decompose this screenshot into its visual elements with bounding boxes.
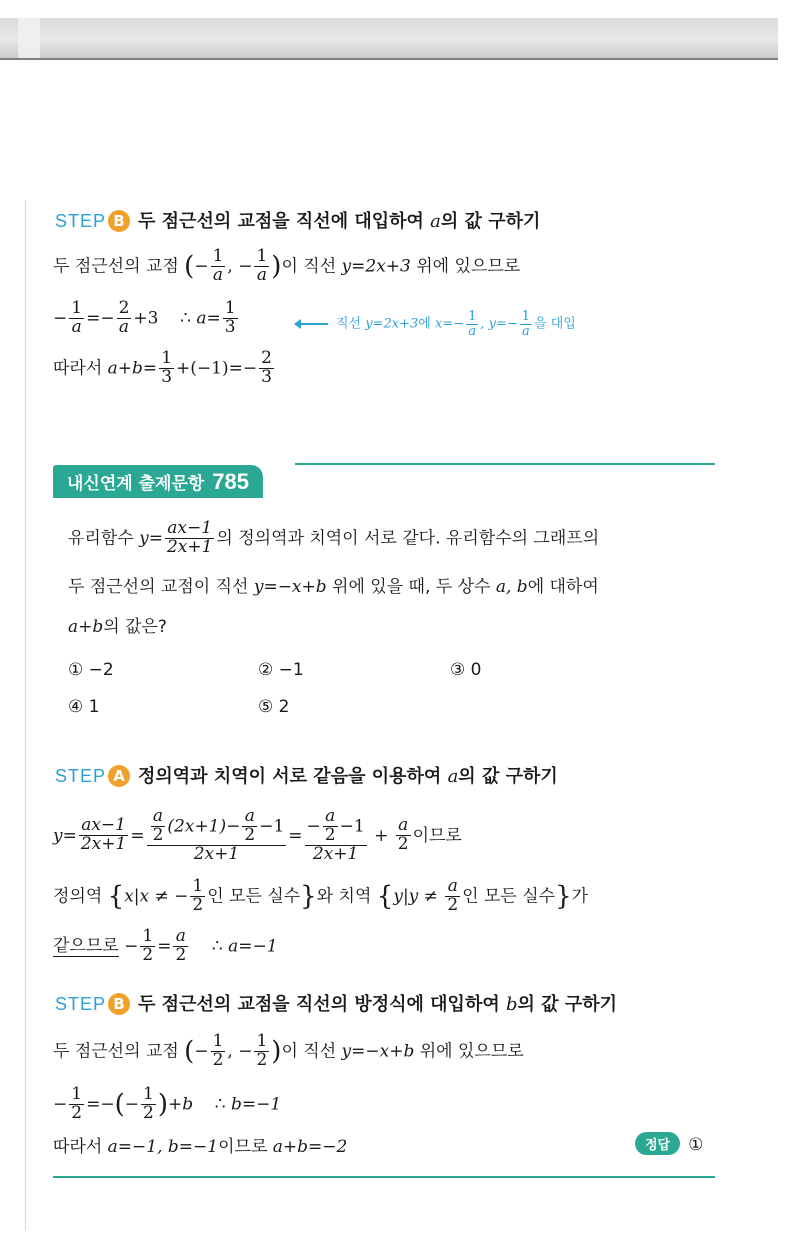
answer-badge: 정답 <box>635 1132 680 1155</box>
sA-line1: y= $\frac{ax-1}{2x+1}$ = $\frac{a}{2}$ (2x+1)− $\frac{a}{2}$ −1 2x+1 = − $\frac{a}{2}$ −1 2x+1 + $\frac{a}{2}$ 이므로 <box>53 806 462 864</box>
s1-line2: − $\frac{1}{a}$ =− $\frac{2}{a}$ +3 ∴ a= $\frac{1}{3}$ <box>53 298 236 337</box>
step-b2-heading: STEP B 두 점근선의 교점을 직선의 방정식에 대입하여 b의 값 구하기 <box>55 994 618 1015</box>
sA-line3: 같으므로 − $\frac{1}{2}$ = $\frac{a}{2}$ ∴ a=−1 <box>53 926 278 965</box>
choice-1[interactable]: ① −2 <box>68 660 114 680</box>
choice-5[interactable]: ⑤ 2 <box>258 697 290 717</box>
substitution-note: 직선 y=2x+3에 x=− $\frac{1}{a}$ , y=− $\frac{1}{a}$ 을 대입 <box>300 310 576 338</box>
problem-tab: 내신연계 출제문항 785 <box>53 465 263 498</box>
s1-line1: 두 점근선의 교점 (− $\frac{1}{a}$ , − $\frac{1}{a}$ )이 직선 y=2x+3 위에 있으므로 <box>53 246 521 285</box>
question-line3: a+b의 값은? <box>68 617 167 637</box>
s1-line3: 따라서 a+b= $\frac{1}{3}$ +(−1)=− $\frac{2}{3}$ <box>53 348 272 387</box>
answer-indicator <box>635 1132 703 1155</box>
left-arrow-icon <box>300 323 328 325</box>
page-right-edge <box>778 0 800 1238</box>
choice-4[interactable]: ④ 1 <box>68 697 100 717</box>
step-b-heading: STEP B 두 점근선의 교점을 직선에 대입하여 a의 값 구하기 <box>55 211 541 232</box>
sA-line2: 정의역 {x|x ≠ − $\frac{1}{2}$ 인 모든 실수}와 치역 {y|y ≠ $\frac{a}{2}$ 인 모든 실수}가 <box>53 876 589 915</box>
sB-line3: 따라서 a=−1, b=−1이므로 a+b=−2 <box>53 1137 348 1157</box>
answer-value: ① <box>688 1135 704 1155</box>
step-a-heading: STEP A 정의역과 치역이 서로 같음을 이용하여 a의 값 구하기 <box>55 766 558 787</box>
question-line2: 두 점근선의 교점이 직선 y=−x+b 위에 있을 때, 두 상수 a, b에 대하여 <box>68 577 599 597</box>
problem-divider <box>295 463 715 465</box>
choice-3[interactable]: ③ 0 <box>450 660 482 680</box>
sB-line2: − $\frac{1}{2}$ =−(− $\frac{1}{2}$ )+b ∴ b=−1 <box>53 1084 282 1123</box>
section-bottom-divider <box>53 1176 715 1178</box>
question-line1: 유리함수 y= $\frac{ax-1}{2x+1}$ 의 정의역과 치역이 서로 같다. 유리함수의 그래프의 <box>68 518 600 557</box>
sB-line1: 두 점근선의 교점 (− $\frac{1}{2}$ , − $\frac{1}{2}$ )이 직선 y=−x+b 위에 있으므로 <box>53 1031 524 1070</box>
choice-2[interactable]: ② −1 <box>258 660 304 680</box>
